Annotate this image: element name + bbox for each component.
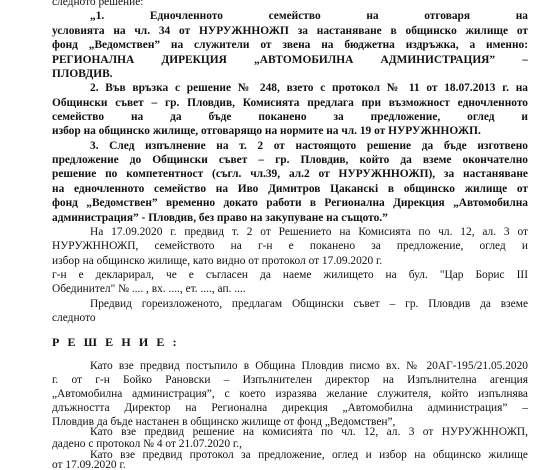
text-line: Като взе предвид протокол за предложение, оглед и избор на общинско жилище bbox=[90, 449, 528, 461]
text-line: избор на общинско жилище, като видно от протокол от 17.09.2020 г. bbox=[52, 255, 383, 267]
text-line: на едночленното семейство на Иво Димитров Цаканскi в общинско жилище от bbox=[52, 183, 528, 195]
text-line: избор на общинско жилище, отговарящо на нормите на чл. 19 от НУРУЖННОЖП. bbox=[52, 125, 481, 137]
text-line: длъжността Директор на Регионална дирекция „Автомобилна администрация” – bbox=[52, 402, 528, 414]
text-line: НУРУЖННОЖП, семейството на г-н е поканено за предложение, оглед и bbox=[52, 240, 528, 252]
decision-heading: Р Е Ш Е Н И Е : bbox=[52, 335, 180, 349]
text-line: 2. Във връзка с решение № 248, взето с протокол № 11 от 18.07.2013 г. на bbox=[90, 82, 528, 94]
text-line: условията на чл. 34 от НУРУЖННОЖП за настаняване в общинско жилище от bbox=[52, 25, 528, 37]
text-line: „1. Едночленното семейство на отговаря на bbox=[90, 10, 528, 22]
text-line: РЕГИОНАЛНА ДИРЕКЦИЯ „АВТОМОБИЛНА АДМИНИСТРАЦИЯ” – bbox=[52, 54, 528, 66]
text-line: г-н е декларирал, че е съгласен да наеме жилището на бул. "Цар Борис III bbox=[52, 269, 528, 281]
text-line: администрация” - Пловдив, без право на закупуване на същото.” bbox=[52, 212, 388, 224]
text-line: 3. След изпълнение на т. 2 от настоящото решение да бъде изготвено bbox=[90, 140, 528, 152]
text-line: „Автомобилна администрация”, с което изразява желание служителя, който изпълнява bbox=[52, 388, 528, 400]
text-line: предложение до Общински съвет – гр. Пловдив, който да вземе окончателно bbox=[52, 154, 528, 166]
text-line: Пловдив да бъде настанен в общинско жилище от фонд „Ведомствен”, bbox=[52, 416, 396, 428]
text-line: следното решение: bbox=[52, 0, 144, 8]
text-line: фонд „Ведомствен” временно докато работи в Регионална Дирекция „Автомобилна bbox=[52, 197, 528, 209]
text-line: дадено с протокол № 4 от 21.07.2020 г., bbox=[52, 438, 242, 450]
text-line: На 17.09.2020 г. предвид т. 2 от Решението на Комисията по чл. 12, ал. 3 от bbox=[90, 226, 528, 238]
text-line: решение по компетентност (съгл. чл.39, ал.2 от НУРУЖННОЖП), за настаняване bbox=[52, 168, 528, 180]
text-line: следното bbox=[52, 312, 96, 324]
text-line: Общински съвет – гр. Пловдив, Комисията предлага при възможност едночленното bbox=[52, 97, 528, 109]
text-line: Като взе предвид решение на комисията по чл. 12, ал. 3 от НУРУЖННОЖП, bbox=[90, 426, 528, 438]
text-line: Обединител" № .... , вх. ...., ет. ...., ап. .... bbox=[52, 283, 246, 295]
text-line: от 17.09.2020 г. bbox=[52, 459, 126, 470]
text-line: г. от г-н Бойко Рановски – Изпълнителен директор на Изпълнителна агенция bbox=[52, 374, 528, 386]
text-line: Като взе предвид постъпило в Община Пловдив писмо вх. № 20АГ-195/21.05.2020 bbox=[90, 360, 528, 372]
text-line: семейство на да бъде поканено за предложение, оглед и bbox=[52, 111, 528, 123]
text-line: ПЛОВДИВ. bbox=[52, 68, 113, 80]
text-line: Предвид гореизложеното, предлагам Общински съвет – гр. Пловдив да вземе bbox=[90, 298, 528, 310]
text-line: фонд „Ведомствен” на служители от звена на бюджетна издръжка, а именно: bbox=[52, 39, 528, 51]
